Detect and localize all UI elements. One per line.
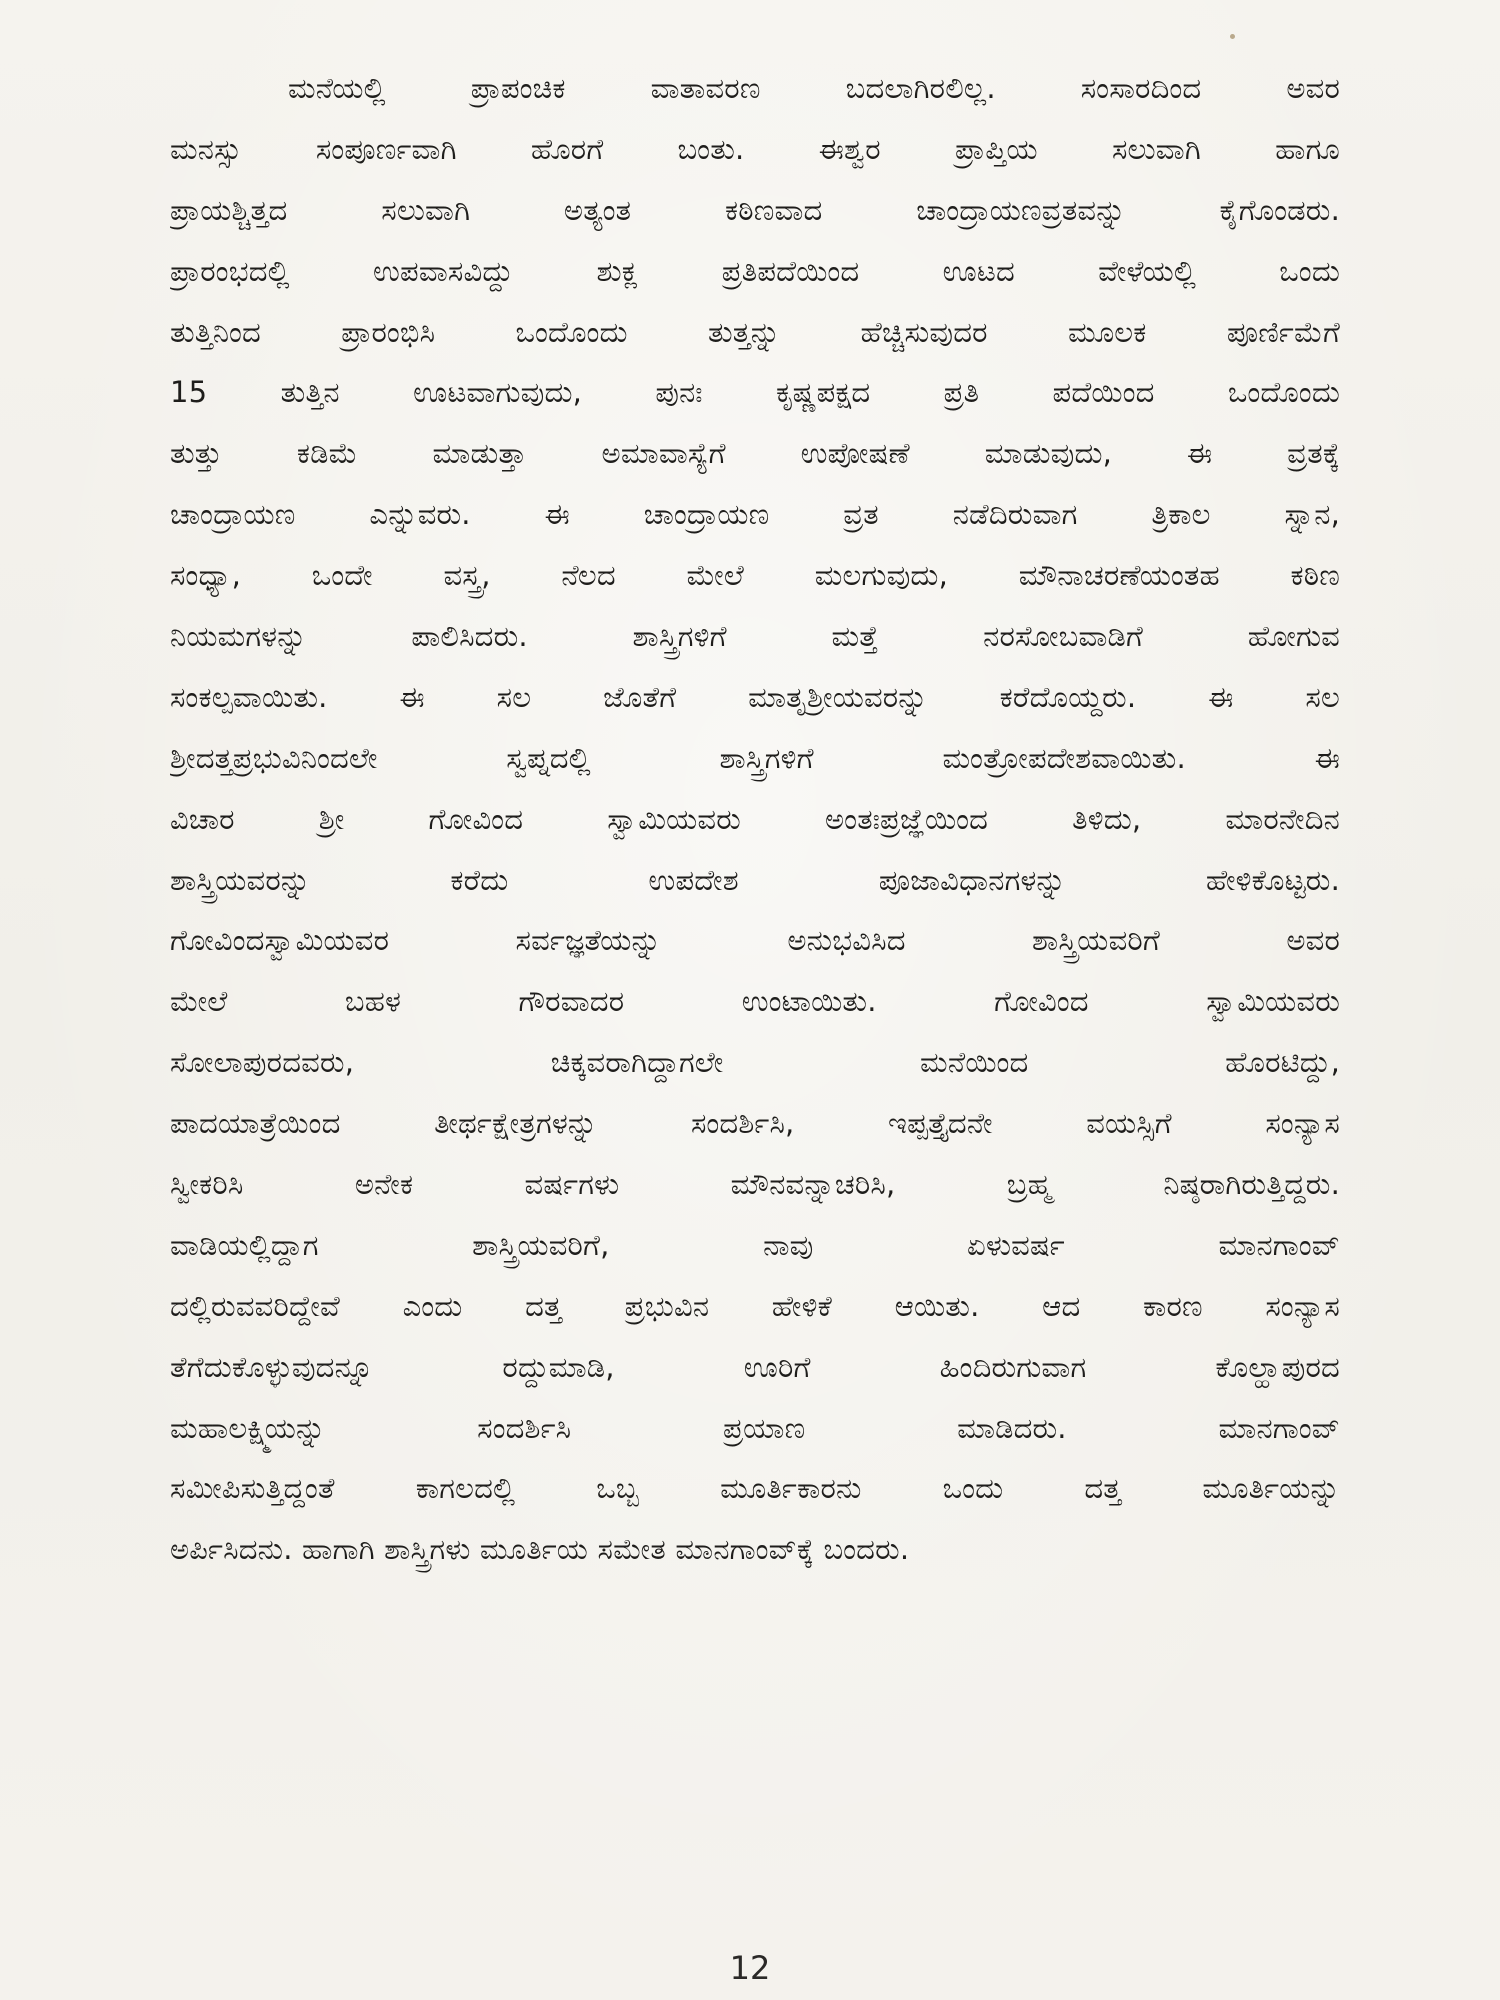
page-number: 12 [729,1949,771,1987]
text-line: ದಲ್ಲಿರುವವರಿದ್ದೇವೆ ಎಂದು ದತ್ತ ಪ್ರಭುವಿನ ಹೇಳಿಕೆ ಆಯಿತು. ಆದ ಕಾರಣ ಸಂನ್ಯಾಸ [170,1288,1340,1323]
text-line: ಸಂಧ್ಯಾ, ಒಂದೇ ವಸ್ತ್ರ, ನೆಲದ ಮೇಲೆ ಮಲಗುವುದು, ಮೌನಾಚರಣೆಯಂತಹ ಕಠಿಣ [170,558,1340,593]
text-line: ಶ್ರೀದತ್ತಪ್ರಭುವಿನಿಂದಲೇ ಸ್ವಪ್ನದಲ್ಲಿ ಶಾಸ್ತ್ರಿಗಳಿಗೆ ಮಂತ್ರೋಪದೇಶವಾಯಿತು. ಈ [170,740,1340,775]
text-line: ಸೋಲಾಪುರದವರು, ಚಿಕ್ಕವರಾಗಿದ್ದಾಗಲೇ ಮನೆಯಿಂದ ಹೊರಟಿದ್ದು, [170,1045,1340,1080]
text-line: ವಾಡಿಯಲ್ಲಿದ್ದಾಗ ಶಾಸ್ತ್ರಿಯವರಿಗೆ, ನಾವು ಏಳುವರ್ಷ ಮಾನಗಾಂವ್ [170,1227,1340,1262]
text-line: ಚಾಂದ್ರಾಯಣ ಎನ್ನುವರು. ಈ ಚಾಂದ್ರಾಯಣ ವ್ರತ ನಡೆದಿರುವಾಗ ತ್ರಿಕಾಲ ಸ್ನಾನ, [170,497,1340,532]
text-line: ತುತ್ತು ಕಡಿಮೆ ಮಾಡುತ್ತಾ ಅಮಾವಾಸ್ಯೆಗೆ ಉಪೋಷಣೆ ಮಾಡುವುದು, ಈ ವ್ರತಕ್ಕೆ [170,436,1340,471]
text-line: ತುತ್ತಿನಿಂದ ಪ್ರಾರಂಭಿಸಿ ಒಂದೊಂದು ತುತ್ತನ್ನು ಹೆಚ್ಚಿಸುವುದರ ಮೂಲಕ ಪೂರ್ಣಿಮೆಗೆ [170,314,1340,349]
text-line: ಶಾಸ್ತ್ರಿಯವರನ್ನು ಕರೆದು ಉಪದೇಶ ಪೂಜಾವಿಧಾನಗಳನ್ನು ಹೇಳಿಕೊಟ್ಟರು. [170,862,1340,897]
text-line: ಪ್ರಾರಂಭದಲ್ಲಿ ಉಪವಾಸವಿದ್ದು ಶುಕ್ಲ ಪ್ರತಿಪದೆಯಿಂದ ಊಟದ ವೇಳೆಯಲ್ಲಿ ಒಂದು [170,253,1340,288]
ink-speck [1230,34,1235,39]
text-line: ತೆಗೆದುಕೊಳ್ಳುವುದನ್ನೂ ರದ್ದುಮಾಡಿ, ಊರಿಗೆ ಹಿಂದಿರುಗುವಾಗ ಕೊಲ್ಹಾಪುರದ [170,1349,1340,1384]
text-line: ಗೋವಿಂದಸ್ವಾಮಿಯವರ ಸರ್ವಜ್ಞತೆಯನ್ನು ಅನುಭವಿಸಿದ ಶಾಸ್ತ್ರಿಯವರಿಗೆ ಅವರ [170,923,1340,958]
body-paragraph [170,58,1340,1580]
text-line: ಮಹಾಲಕ್ಷ್ಮಿಯನ್ನು ಸಂದರ್ಶಿಸಿ ಪ್ರಯಾಣ ಮಾಡಿದರು. ಮಾನಗಾಂವ್ [170,1410,1340,1445]
text-line: ಪ್ರಾಯಶ್ಚಿತ್ತದ ಸಲುವಾಗಿ ಅತ್ಯಂತ ಕಠಿಣವಾದ ಚಾಂದ್ರಾಯಣವ್ರತವನ್ನು ಕೈಗೊಂಡರು. [170,192,1340,227]
text-line: ವಿಚಾರ ಶ್ರೀ ಗೋವಿಂದ ಸ್ವಾಮಿಯವರು ಅಂತಃಪ್ರಜ್ಞೆಯಿಂದ ತಿಳಿದು, ಮಾರನೇದಿನ [170,801,1340,836]
text-line: ಸಂಕಲ್ಪವಾಯಿತು. ಈ ಸಲ ಜೊತೆಗೆ ಮಾತೃಶ್ರೀಯವರನ್ನು ಕರೆದೊಯ್ದರು. ಈ ಸಲ [170,679,1340,714]
text-line: ಮನಸ್ಸು ಸಂಪೂರ್ಣವಾಗಿ ಹೊರಗೆ ಬಂತು. ಈಶ್ವರ ಪ್ರಾಪ್ತಿಯ ಸಲುವಾಗಿ ಹಾಗೂ [170,131,1340,166]
text-line: ಸಮೀಪಿಸುತ್ತಿದ್ದಂತೆ ಕಾಗಲದಲ್ಲಿ ಒಬ್ಬ ಮೂರ್ತಿಕಾರನು ಒಂದು ದತ್ತ ಮೂರ್ತಿಯನ್ನು [170,1471,1340,1506]
text-line: ಅರ್ಪಿಸಿದನು. ಹಾಗಾಗಿ ಶಾಸ್ತ್ರಿಗಳು ಮೂರ್ತಿಯ ಸಮೇತ ಮಾನಗಾಂವ್‌ಕ್ಕೆ ಬಂದರು. [170,1532,910,1567]
text-line: 15 ತುತ್ತಿನ ಊಟವಾಗುವುದು, ಪುನಃ ಕೃಷ್ಣಪಕ್ಷದ ಪ್ರತಿ ಪದೆಯಿಂದ ಒಂದೊಂದು [170,375,1340,410]
text-line: ಪಾದಯಾತ್ರೆಯಿಂದ ತೀರ್ಥಕ್ಷೇತ್ರಗಳನ್ನು ಸಂದರ್ಶಿಸಿ, ಇಪ್ಪತ್ತೈದನೇ ವಯಸ್ಸಿಗೆ ಸಂನ್ಯಾಸ [170,1106,1340,1141]
text-line: ಮೇಲೆ ಬಹಳ ಗೌರವಾದರ ಉಂಟಾಯಿತು. ಗೋವಿಂದ ಸ್ವಾಮಿಯವರು [170,984,1340,1019]
text-line: ಮನೆಯಲ್ಲಿ ಪ್ರಾಪಂಚಿಕ ವಾತಾವರಣ ಬದಲಾಗಿರಲಿಲ್ಲ. ಸಂಸಾರದಿಂದ ಅವರ [288,71,1340,105]
text-line: ನಿಯಮಗಳನ್ನು ಪಾಲಿಸಿದರು. ಶಾಸ್ತ್ರಿಗಳಿಗೆ ಮತ್ತೆ ನರಸೋಬವಾಡಿಗೆ ಹೋಗುವ [170,619,1340,654]
text-line: ಸ್ವೀಕರಿಸಿ ಅನೇಕ ವರ್ಷಗಳು ಮೌನವನ್ನಾಚರಿಸಿ, ಬ್ರಹ್ಮ ನಿಷ್ಠರಾಗಿರುತ್ತಿದ್ದರು. [170,1167,1340,1202]
